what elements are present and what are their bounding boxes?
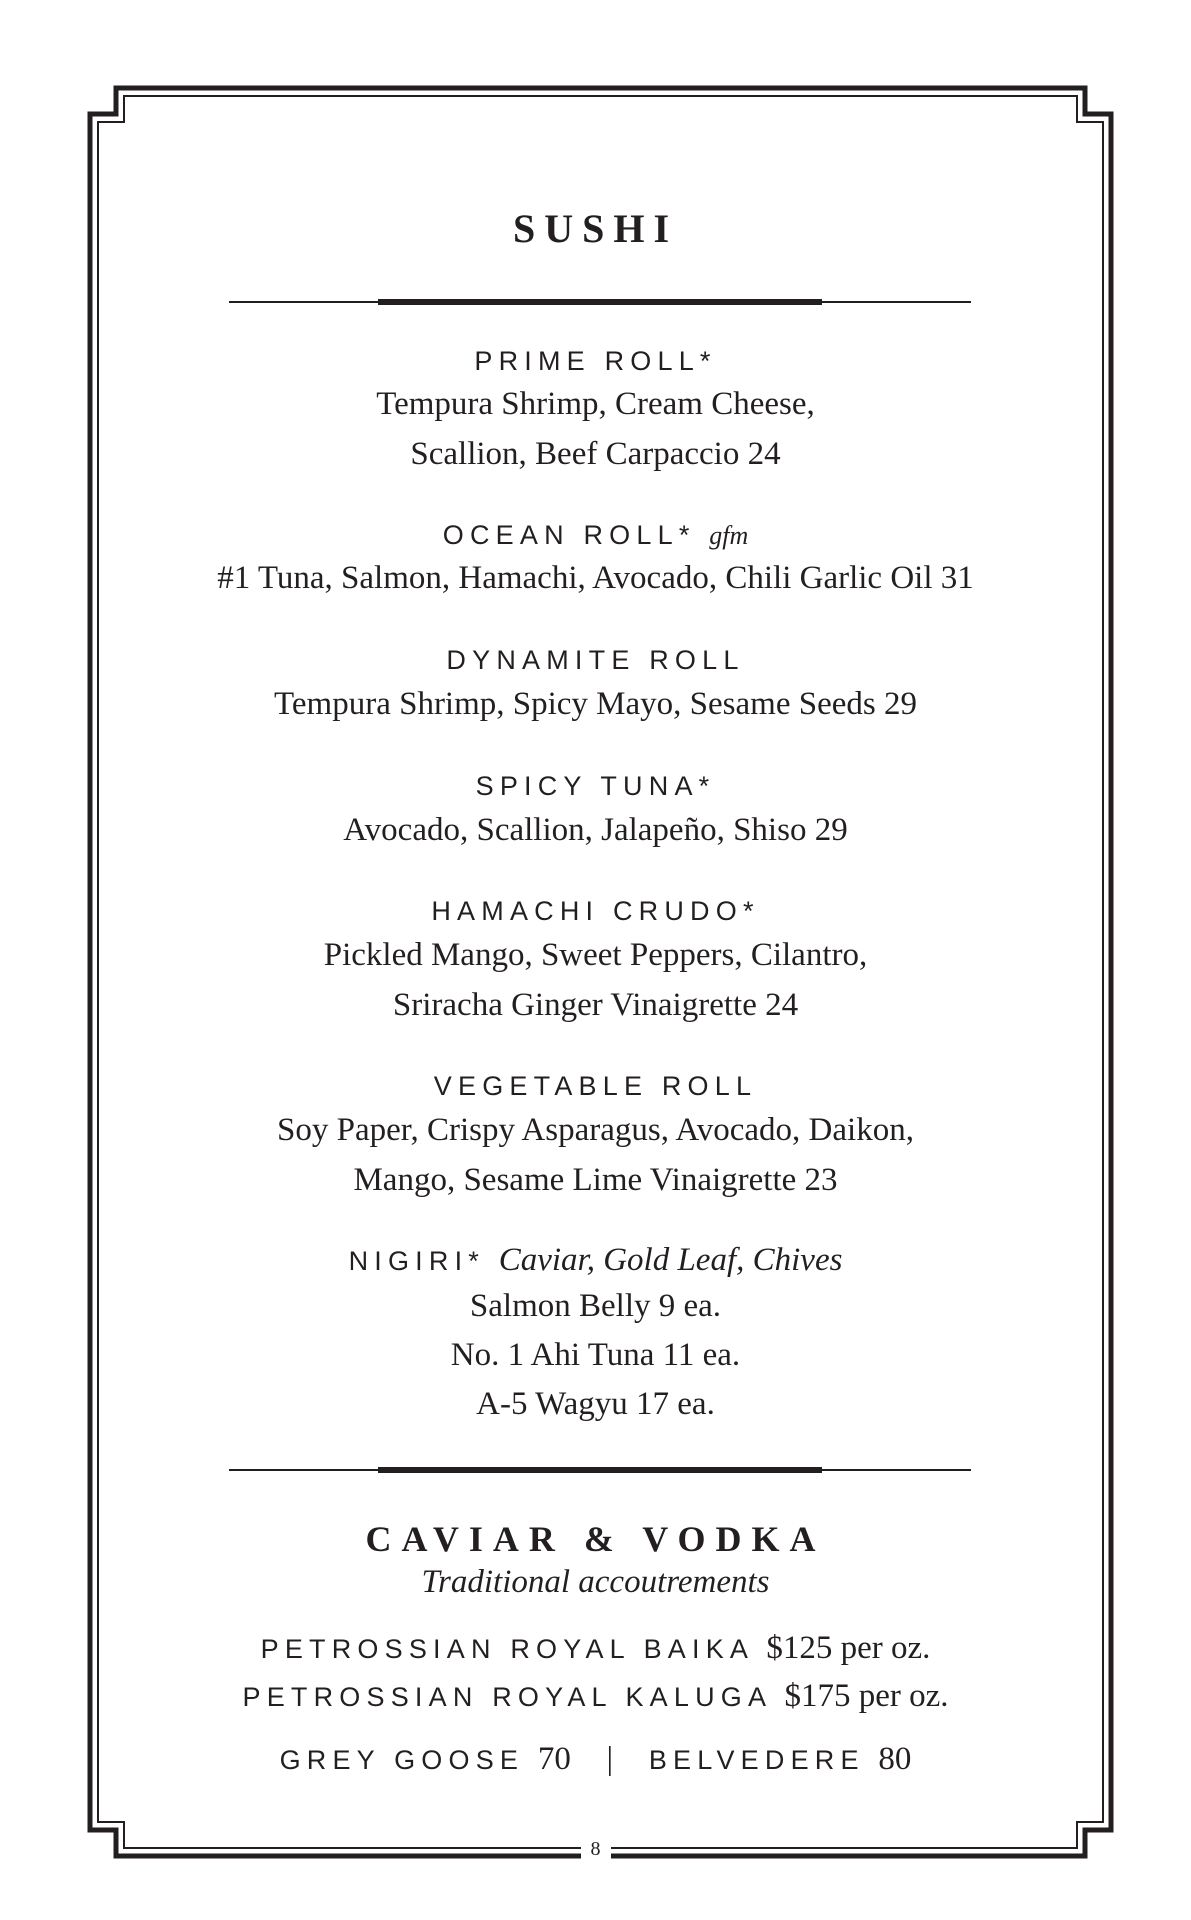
vodka-item-price: 80 bbox=[878, 1741, 912, 1777]
menu-item-name: HAMACHI CRUDO* bbox=[431, 896, 760, 926]
caviar-section-title: CAVIAR & VODKA bbox=[365, 1519, 826, 1559]
caviar-item-name: PETROSSIAN ROYAL KALUGA bbox=[242, 1682, 771, 1712]
caviar-item-line bbox=[0, 1630, 1191, 1667]
menu-item-name: PRIME ROLL* bbox=[474, 346, 717, 376]
vodka-line bbox=[0, 1741, 1191, 1778]
section-divider bbox=[229, 1464, 971, 1476]
caviar-section-subtitle: Traditional accoutrements bbox=[421, 1564, 770, 1600]
menu-item-name: SPICY TUNA* bbox=[475, 771, 716, 801]
caviar-item-price: $175 per oz. bbox=[784, 1678, 949, 1714]
menu-item-description: Pickled Mango, Sweet Peppers, Cilantro, bbox=[323, 937, 868, 973]
menu-item-name: OCEAN ROLL* bbox=[442, 520, 696, 550]
menu-item-description: Mango, Sesame Lime Vinaigrette 23 bbox=[353, 1162, 838, 1198]
caviar-item-line bbox=[0, 1678, 1191, 1715]
page-number: 8 bbox=[581, 1838, 611, 1860]
caviar-item-name: PETROSSIAN ROYAL BAIKA bbox=[260, 1634, 753, 1664]
menu-item-description: Soy Paper, Crispy Asparagus, Avocado, Daikon, bbox=[277, 1112, 914, 1148]
sushi-section-title: SUSHI bbox=[512, 206, 679, 251]
menu-item-description: Scallion, Beef Carpaccio 24 bbox=[410, 436, 781, 472]
menu-item-description: #1 Tuna, Salmon, Hamachi, Avocado, Chili Garlic Oil 31 bbox=[217, 560, 974, 596]
menu-item-subtitle: Caviar, Gold Leaf, Chives bbox=[498, 1242, 843, 1278]
caviar-item-price: $125 per oz. bbox=[766, 1630, 931, 1666]
menu-item-name: VEGETABLE ROLL bbox=[433, 1071, 758, 1101]
vodka-item-name: GREY GOOSE bbox=[279, 1745, 525, 1775]
vodka-item-name: BELVEDERE bbox=[648, 1745, 865, 1775]
menu-item-name: NIGIRI* bbox=[348, 1246, 485, 1276]
menu-item-description: Tempura Shrimp, Cream Cheese, bbox=[376, 386, 815, 422]
vodka-separator: | bbox=[606, 1741, 614, 1777]
menu-item-name: DYNAMITE ROLL bbox=[446, 645, 745, 675]
section-divider bbox=[229, 296, 971, 308]
menu-item-description: Tempura Shrimp, Spicy Mayo, Sesame Seeds 29 bbox=[274, 686, 917, 722]
page-number-wrapper bbox=[0, 1838, 1191, 1861]
menu-item-description: Sriracha Ginger Vinaigrette 24 bbox=[392, 987, 799, 1023]
menu-item-description: No. 1 Ahi Tuna 11 ea. bbox=[450, 1337, 741, 1373]
gluten-free-modifiable-tag: gfm bbox=[709, 521, 749, 550]
menu-item-description: A-5 Wagyu 17 ea. bbox=[476, 1386, 715, 1422]
menu-item-name-line bbox=[0, 520, 1191, 551]
menu-item-name-line bbox=[0, 1242, 1191, 1279]
menu-item-description: Salmon Belly 9 ea. bbox=[469, 1288, 722, 1324]
menu-item-description: Avocado, Scallion, Jalapeño, Shiso 29 bbox=[343, 812, 848, 848]
vodka-item-price: 70 bbox=[537, 1741, 571, 1777]
